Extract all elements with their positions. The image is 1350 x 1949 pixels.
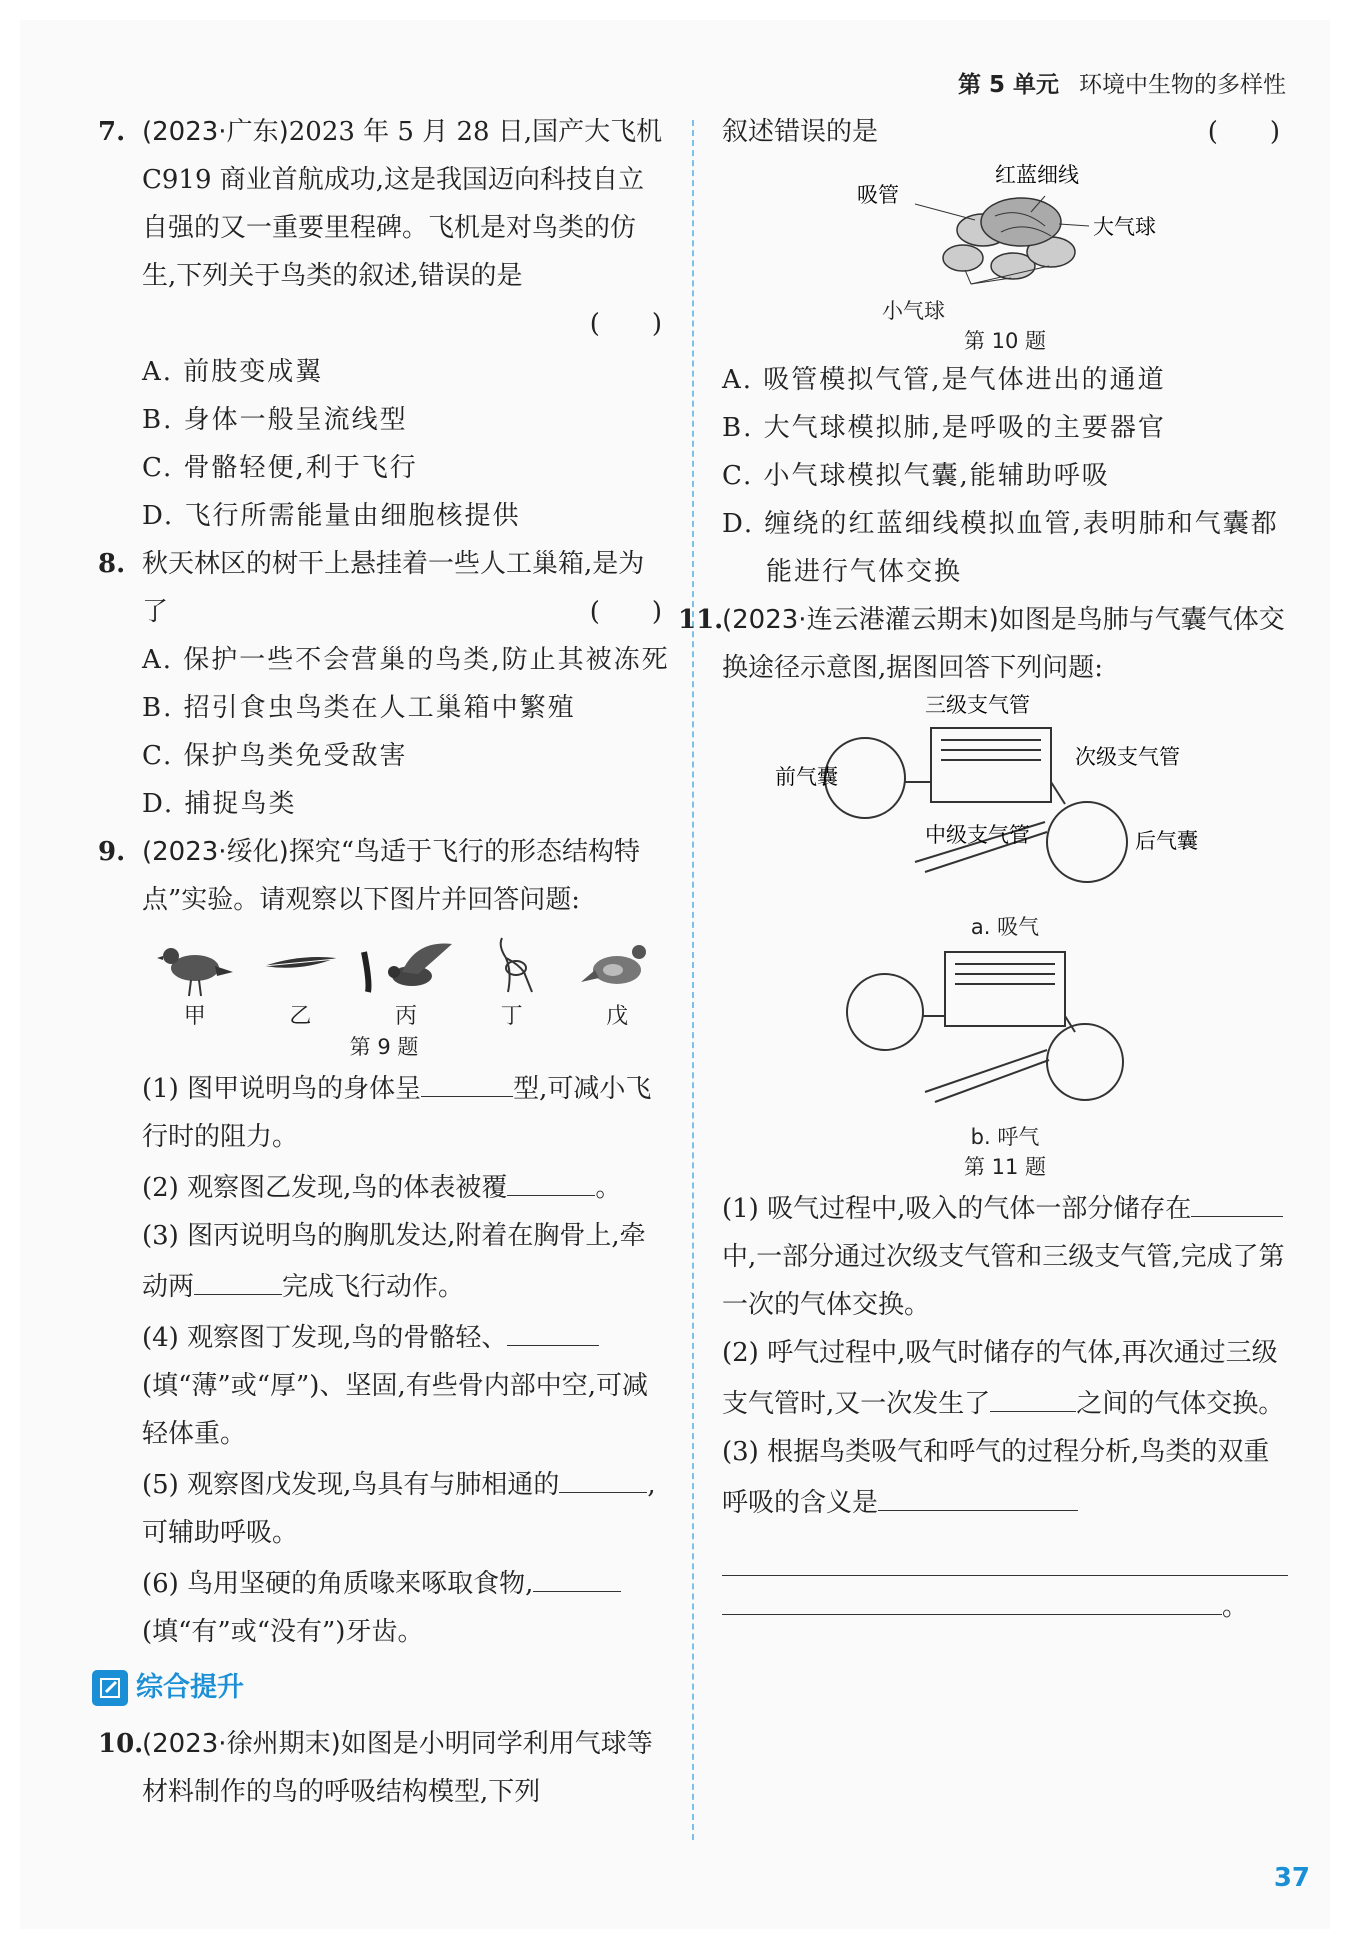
option-b[interactable]: B. 大气球模拟肺,是呼吸的主要器官 (722, 413, 1166, 443)
bird-air-sac-icon (577, 932, 657, 1002)
answer-blank[interactable] (1191, 1182, 1283, 1217)
page-number: 37 (1273, 1863, 1310, 1893)
thread-label: 红蓝细线 (995, 163, 1079, 187)
unit-label: 第 5 单元 (957, 72, 1059, 98)
column-divider (692, 120, 694, 1840)
option-d[interactable]: D. 缠绕的红蓝细线模拟血管,表明肺和气囊都能进行气体交换 (722, 509, 1279, 587)
question-source: (2023·绥化) (142, 837, 289, 867)
sub-question-4: (4) 观察图丁发现,鸟的骨骼轻、(填“薄”或“厚”)、坚固,有些骨内部中空,可减轻体重。 (98, 1311, 670, 1458)
figure-jia: 甲 (154, 932, 236, 1032)
question-number: 11. (678, 605, 724, 635)
answer-blank[interactable] (559, 1458, 647, 1493)
wing-feather-icon (260, 932, 340, 1002)
answer-paren[interactable]: ( ) (589, 597, 662, 627)
section-heading (92, 1664, 670, 1712)
anterior-air-sac-label: 前气囊 (775, 765, 838, 789)
answer-blank[interactable] (421, 1062, 513, 1097)
question-7 (98, 108, 670, 348)
left-column (98, 108, 670, 1816)
option-c[interactable]: C. 保护鸟类免受敌害 (142, 741, 408, 771)
figure-caption: 第 10 题 (963, 329, 1047, 353)
answer-paren[interactable]: ( ) (589, 309, 662, 339)
sub-question-2: (2) 观察图乙发现,鸟的体表被覆 。 (98, 1161, 670, 1212)
question-text: 秋天林区的树干上悬挂着一些人工巢箱,是为了 (142, 549, 645, 627)
page-header (958, 66, 1286, 99)
answer-line[interactable] (722, 1527, 1288, 1576)
option-d[interactable]: D. 捕捉鸟类 (142, 789, 297, 819)
tertiary-bronchi-label: 三级支气管 (925, 693, 1030, 717)
question-9 (98, 828, 670, 924)
sub-question-5: (5) 观察图戊发现,鸟具有与肺相通的 ,可辅助呼吸。 (98, 1458, 670, 1557)
option-a[interactable]: A. 前肢变成翼 (142, 357, 324, 387)
option-c[interactable]: C. 骨骼轻便,利于飞行 (142, 453, 418, 483)
question-11 (678, 596, 1288, 692)
pencil-icon (92, 1670, 128, 1706)
question-number: 10. (98, 1729, 144, 1759)
question-source: (2023·广东) (142, 117, 289, 147)
exhale-diagram (775, 942, 1235, 1122)
question-10 (98, 1720, 670, 1816)
sub-question-6: (6) 鸟用坚硬的角质喙来啄取食物,(填“有”或“没有”)牙齿。 (98, 1557, 670, 1656)
question-number: 7. (98, 117, 126, 147)
small-balloon-label: 小气球 (882, 299, 945, 323)
answer-blank[interactable] (507, 1311, 599, 1346)
bird-skeleton-icon (472, 932, 552, 1002)
sub-question-1: (1) 吸气过程中,吸入的气体一部分储存在中,一部分通过次级支气管和三级支气管,完成了第一次的气体交换。 (722, 1182, 1288, 1329)
section-title: 综合提升 (136, 1672, 244, 1703)
option-a[interactable]: A. 保护一些不会营巢的鸟类,防止其被冻死 (142, 645, 670, 675)
figure-bing: 丙 (365, 932, 447, 1032)
question-text: 如图是鸟肺与气囊气体交换途径示意图,据图回答下列问题: (722, 605, 1285, 683)
inhale-diagram (775, 692, 1235, 912)
big-balloon-label: 大气球 (1093, 215, 1156, 239)
figure-yi: 乙 (259, 932, 341, 1032)
answer-blank[interactable] (507, 1161, 595, 1196)
option-a[interactable]: A. 吸管模拟气管,是气体进出的通道 (722, 365, 1166, 395)
sub-question-1: (1) 图甲说明鸟的身体呈 型,可减小飞行时的阻力。 (98, 1062, 670, 1161)
flying-bird-icon (356, 932, 456, 1002)
sub-question-3: (3) 根据鸟类吸气和呼气的过程分析,鸟类的双重呼吸的含义是 (722, 1437, 1270, 1518)
bird-figure-row (98, 932, 670, 1032)
mesobronchus-label: 中级支气管 (925, 823, 1030, 847)
caption-exhale: b. 呼气 (970, 1125, 1040, 1149)
figure-caption: 第 9 题 (349, 1035, 419, 1059)
option-d[interactable]: D. 飞行所需能量由细胞核提供 (142, 501, 521, 531)
question-number: 8. (98, 549, 126, 579)
option-c[interactable]: C. 小气球模拟气囊,能辅助呼吸 (722, 461, 1110, 491)
answer-blank[interactable] (533, 1557, 621, 1592)
question-source: (2023·徐州期末) (142, 1729, 341, 1759)
answer-blank[interactable] (194, 1260, 282, 1295)
figure-caption: 第 11 题 (963, 1155, 1047, 1179)
figure-wu: 戊 (576, 932, 658, 1032)
pigeon-icon (155, 932, 235, 1002)
question-10-continued: 叙述错误的是 ( ) (722, 108, 1288, 156)
question-8 (98, 540, 670, 636)
balloon-model-diagram (845, 156, 1165, 296)
answer-paren[interactable]: ( ) (1207, 117, 1280, 147)
sub-question-3: (3) 图丙说明鸟的胸肌发达,附着在胸骨上,牵动两 完成飞行动作。 (142, 1221, 646, 1302)
question-text: 探究“鸟适于飞行的形态结构特点”实验。请观察以下图片并回答问题: (142, 837, 641, 915)
right-column (678, 108, 1288, 1631)
figure-ding: 丁 (471, 932, 553, 1032)
question-number: 9. (98, 837, 126, 867)
answer-blank[interactable] (878, 1476, 1078, 1511)
question-source: (2023·连云港灌云期末) (722, 605, 999, 635)
caption-inhale: a. 吸气 (970, 915, 1040, 939)
question-text-start: 如图是小明同学利用气球等材料制作的鸟的呼吸结构模型,下列 (142, 1729, 653, 1807)
option-b[interactable]: B. 身体一般呈流线型 (142, 405, 408, 435)
posterior-air-sac-label: 后气囊 (1135, 829, 1198, 853)
secondary-bronchi-label: 次级支气管 (1075, 745, 1180, 769)
sub-question-2: (2) 呼气过程中,吸气时储存的气体,再次通过三级支气管时,又一次发生了 之间的气体交换。 (722, 1338, 1285, 1419)
option-b[interactable]: B. 招引食虫鸟类在人工巢箱中繁殖 (142, 693, 576, 723)
answer-line-last[interactable]: 。 (722, 1580, 1288, 1631)
answer-blank[interactable] (990, 1377, 1076, 1412)
question-text: 2023 年 5 月 28 日,国产大飞机 C919 商业首航成功,这是我国迈向科技自立自强的又一重要里程碑。飞机是对鸟类的仿生,下列关于鸟类的叙述,错误的是 (142, 117, 663, 291)
straw-label: 吸管 (857, 183, 899, 207)
unit-title: 环境中生物的多样性 (1079, 72, 1286, 98)
